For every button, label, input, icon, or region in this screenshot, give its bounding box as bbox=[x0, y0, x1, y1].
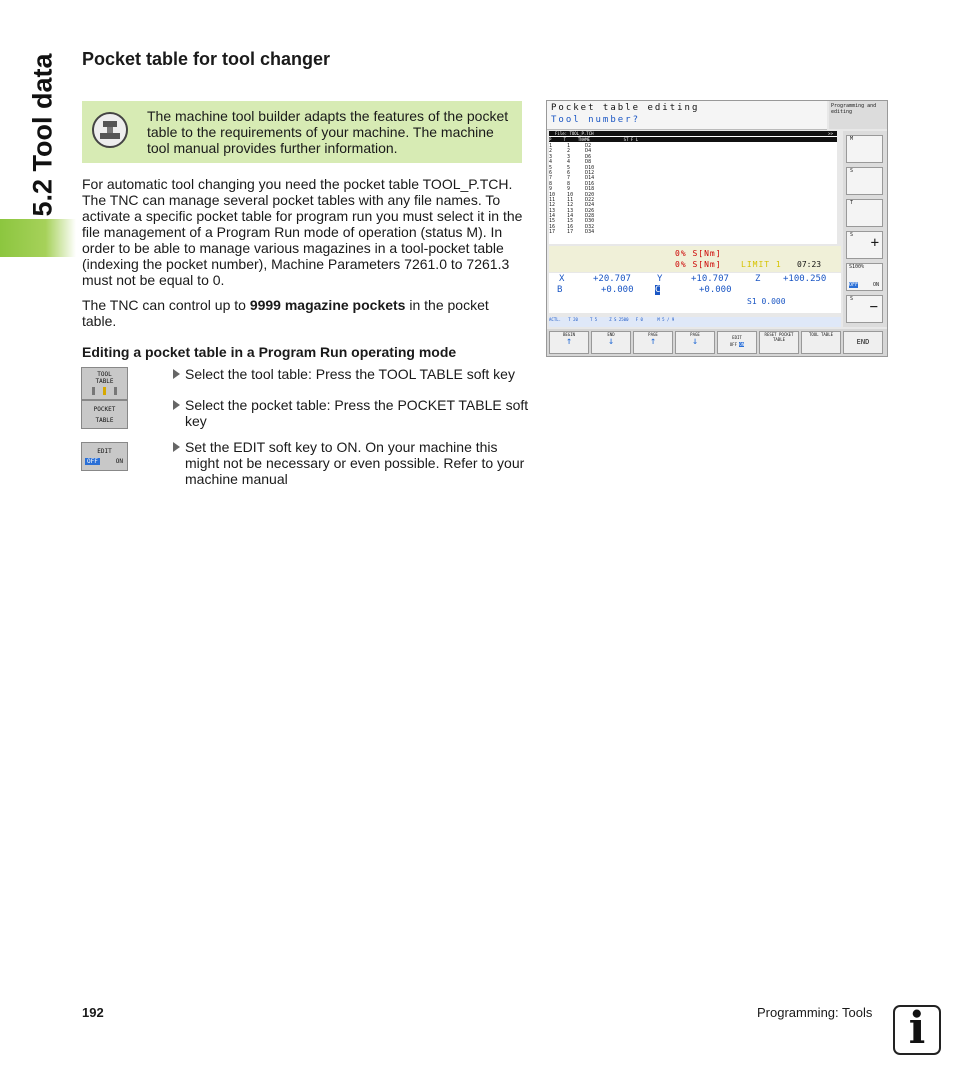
pocket-table-softkey: POCKET TABLE bbox=[81, 400, 128, 429]
softkey-tool-table[interactable]: TOOL TABLE bbox=[801, 331, 841, 354]
arrow-right-icon bbox=[173, 400, 180, 410]
paragraph-magazine-pockets: The TNC can control up to 9999 magazine pockets in the pocket table. bbox=[82, 297, 489, 329]
info-icon: i bbox=[893, 1005, 941, 1055]
arrow-down-icon: ↓ bbox=[691, 336, 699, 347]
table-row[interactable]: 12 12 D24 bbox=[549, 202, 595, 209]
softkey-begin[interactable]: BEGIN ↑ bbox=[549, 331, 589, 354]
table-row[interactable]: 1 1 D2 bbox=[549, 143, 592, 149]
table-row[interactable]: 7 7 D14 bbox=[549, 175, 595, 182]
chapter-tab-marker bbox=[0, 219, 76, 257]
arrow-up-icon: ↑ bbox=[565, 336, 573, 347]
section-title: Pocket table for tool changer bbox=[82, 49, 331, 69]
arrow-right-icon bbox=[173, 442, 180, 452]
machine-tool-icon bbox=[92, 112, 128, 148]
table-row[interactable]: 4 4 D8 bbox=[549, 159, 592, 166]
table-row[interactable]: 17 17 D34 bbox=[549, 229, 595, 236]
subsection-title: Editing a pocket table in a Program Run operating mode bbox=[82, 344, 457, 360]
step-select-tool-table: Select the tool table: Press the TOOL TABLE soft key bbox=[173, 366, 533, 382]
arrow-up-icon: ↑ bbox=[649, 336, 657, 347]
table-row[interactable]: 15 15 D30 bbox=[549, 218, 595, 225]
actual-values-bar: ACTL. T 20 T 5 Z S 2500 F 0 M 5 / 9 bbox=[549, 317, 841, 327]
softkey-end[interactable]: END ↓ bbox=[591, 331, 631, 354]
horizontal-softkey-bar bbox=[547, 329, 887, 356]
page-number: 192 bbox=[82, 1005, 104, 1020]
tool-holder-icon bbox=[88, 385, 122, 395]
pocket-table: File: TOOL_P.TCH >> P T TNAME ST F L 1 1 D2 2 2 D4 3 3 D6 4 4 D8 5 5 D10 6 6 D12 7 7 D14 8 8 D16 9 9 D18 10 10 D20 11 11 D22 12 12 D24 13 13 D26 14 14 D28 15 15 D30 16 16 D32 17 17 D34 bbox=[549, 131, 837, 244]
plus-icon: + bbox=[870, 235, 879, 251]
arrow-down-icon: ↓ bbox=[607, 336, 615, 347]
table-row[interactable]: 10 10 D20 bbox=[549, 191, 595, 198]
softkey-reset-pocket-table[interactable]: RESET POCKET TABLE bbox=[759, 331, 799, 354]
vertical-softkey-bar bbox=[843, 131, 887, 327]
table-row[interactable]: 3 3 D6 bbox=[549, 153, 592, 160]
pocket-table-header: P T TNAME ST F L bbox=[549, 137, 837, 142]
screen-header: Pocket table editing Tool number? bbox=[547, 101, 827, 130]
table-row[interactable]: 16 16 D32 bbox=[549, 223, 595, 230]
vkey-s100[interactable]: S100% OFF ON bbox=[846, 263, 883, 291]
softkey-page-up[interactable]: PAGE ↑ bbox=[633, 331, 673, 354]
paragraph-pocket-table: For automatic tool changing you need the pocket table TOOL_P.TCH. The TNC can manage several pocket tables with any file names. To activate a specific pocket table for program run you must select it in the file management of a Program Run mode of operation (status M). In order to be able to manage various magazines in a tool-pocket table (indexing the pocket number), Machine Parameters 7261.0 to 7261.3 must not be equal to 0. bbox=[82, 176, 523, 288]
note-text: The machine tool builder adapts the features of the pocket table to the requirements of your machine. The machine tool manual provides further information. bbox=[147, 108, 509, 156]
table-row[interactable]: 9 9 D18 bbox=[549, 186, 595, 193]
vkey-t[interactable]: T bbox=[846, 199, 883, 227]
step-set-edit-on: Set the EDIT soft key to ON. On your machine this might not be necessary or even possible. Refer to your machine manual bbox=[173, 439, 533, 487]
vkey-m[interactable]: M bbox=[846, 135, 883, 163]
softkey-end-exit[interactable]: END bbox=[843, 331, 883, 354]
table-row[interactable]: 14 14 D28 bbox=[549, 213, 595, 220]
vkey-s-minus[interactable]: S − bbox=[846, 295, 883, 323]
table-row[interactable]: 6 6 D12 bbox=[549, 169, 595, 176]
minus-icon: − bbox=[869, 299, 878, 315]
softkey-page-down[interactable]: PAGE ↓ bbox=[675, 331, 715, 354]
spindle-status: 0% S[Nm] 0% S[Nm] LIMIT 1 07:23 bbox=[549, 246, 841, 272]
vkey-s[interactable]: S bbox=[846, 167, 883, 195]
chapter-side-title: 5.2 Tool data bbox=[27, 53, 58, 217]
table-row[interactable]: 2 2 D4 bbox=[549, 148, 592, 155]
vkey-s-plus[interactable]: S + bbox=[846, 231, 883, 259]
table-row[interactable]: 5 5 D10 bbox=[549, 164, 595, 171]
softkey-edit[interactable]: EDIT OFF ON bbox=[717, 331, 757, 354]
axis-positions: X +20.707 Y +10.707 Z +100.250 B +0.000 C +0.000 S1 0.000 bbox=[549, 273, 841, 313]
tool-table-softkey: TOOL TABLE bbox=[81, 367, 128, 400]
step-select-pocket-table: Select the pocket table: Press the POCKET TABLE soft key bbox=[173, 397, 533, 429]
table-row[interactable]: 8 8 D16 bbox=[549, 180, 595, 187]
edit-softkey: EDIT OFF ON bbox=[81, 442, 128, 471]
screen-mode: Programming and editing bbox=[829, 101, 887, 129]
arrow-right-icon bbox=[173, 369, 180, 379]
note-box bbox=[82, 101, 522, 163]
table-row[interactable]: 11 11 D22 bbox=[549, 196, 595, 203]
tnc-screen bbox=[546, 100, 888, 357]
table-row[interactable]: 13 13 D26 bbox=[549, 207, 595, 214]
footer-chapter: Programming: Tools bbox=[757, 1005, 873, 1020]
